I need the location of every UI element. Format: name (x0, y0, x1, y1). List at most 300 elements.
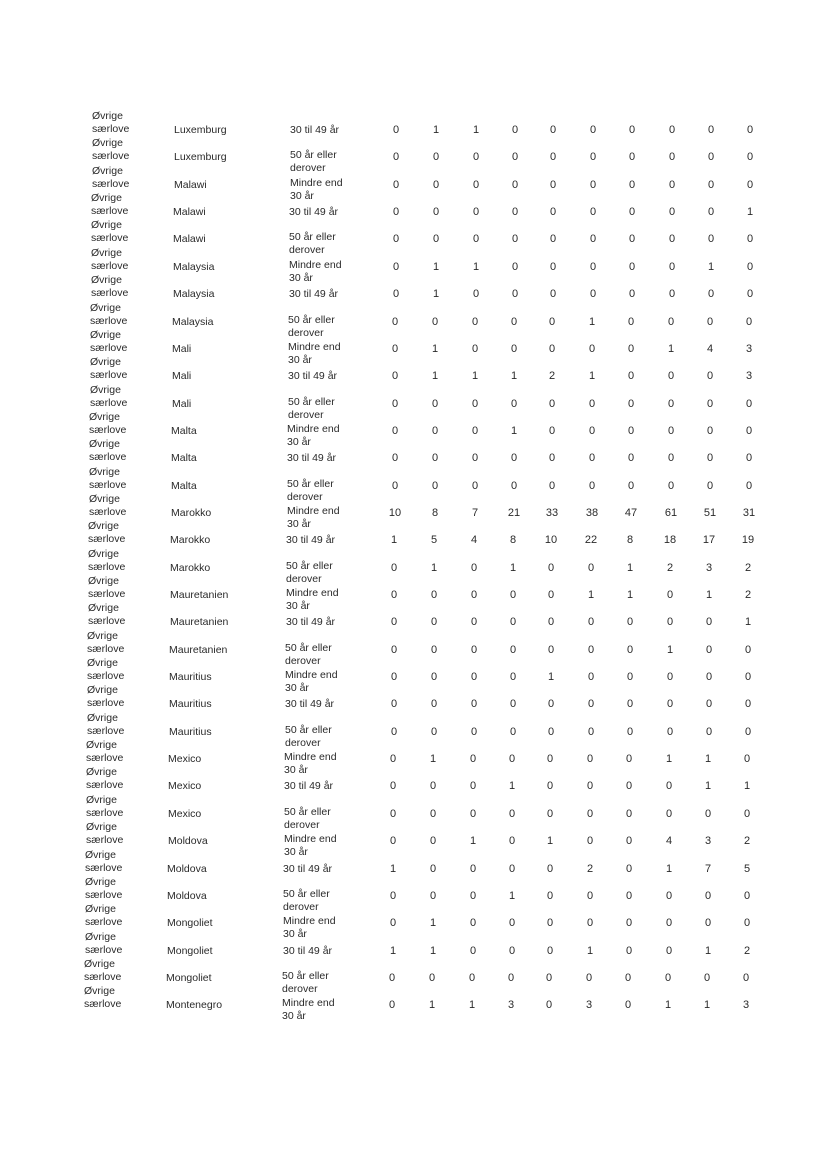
value-cell: 0 (388, 971, 396, 984)
value-cell: 0 (428, 971, 436, 984)
value-cell: 1 (389, 944, 397, 957)
value-cell: 0 (707, 151, 715, 164)
country-cell: Moldova (167, 889, 207, 902)
category-text: særlove (85, 861, 123, 874)
table-row (0, 137, 828, 175)
value-cell: 1 (468, 999, 476, 1012)
value-cell: 0 (389, 835, 397, 848)
value-cell: 0 (745, 315, 753, 328)
category-cell (90, 356, 127, 382)
value-cell: 0 (666, 589, 674, 601)
value-cell: 0 (548, 342, 556, 355)
age-group-text: 50 år eller (284, 805, 331, 818)
value-cell: 0 (587, 698, 595, 711)
age-group-text: Mindre end (288, 340, 341, 353)
value-cell: 0 (705, 643, 713, 656)
value-cell: 0 (668, 206, 676, 219)
country-cell: Malaysia (173, 288, 215, 301)
value-cell: 0 (665, 944, 673, 957)
value-cell: 7 (704, 862, 712, 875)
value-cell: 0 (392, 260, 400, 273)
value-cell: 0 (511, 288, 519, 301)
value-cell: 10 (544, 534, 558, 547)
value-cell: 0 (745, 424, 753, 437)
value-cell: 0 (627, 424, 635, 437)
table-row (0, 684, 828, 712)
value-cell: 0 (509, 671, 517, 683)
category-text: særlove (91, 287, 129, 300)
age-group-text: Mindre end (286, 587, 339, 599)
value-cell: 0 (430, 589, 438, 601)
age-group-cell (285, 698, 334, 711)
value-cell: 1 (588, 315, 596, 328)
table-row (0, 849, 828, 877)
country-cell: Malta (171, 479, 197, 492)
age-group-text: derover (288, 408, 324, 421)
category-text: særlove (86, 779, 124, 792)
category-cell (87, 684, 124, 710)
value-cell: 0 (472, 233, 480, 246)
value-cell: 0 (510, 452, 518, 465)
table-row (0, 629, 828, 667)
value-cell: 3 (704, 835, 712, 848)
value-cell: 0 (549, 233, 557, 246)
value-cell: 0 (625, 835, 633, 848)
value-cell: 0 (707, 233, 715, 246)
table-row (0, 931, 828, 959)
value-cell: 0 (706, 452, 714, 465)
value-cell: 0 (549, 260, 557, 273)
country-cell: Malaysia (172, 315, 214, 328)
category-text: Øvrige (86, 821, 117, 834)
value-cell: 0 (707, 178, 715, 191)
age-group-text: 30 år (282, 1010, 306, 1023)
value-cell: 0 (707, 288, 715, 301)
value-cell: 0 (390, 671, 398, 683)
value-cell: 0 (667, 424, 675, 437)
value-cell: 0 (586, 780, 594, 793)
value-cell: 0 (705, 616, 713, 629)
age-group-text: 30 til 49 år (289, 288, 339, 301)
value-cell: 0 (549, 288, 557, 301)
value-cell: 0 (745, 479, 753, 492)
value-cell: 0 (471, 424, 479, 437)
value-cell: 0 (706, 315, 714, 328)
value-cell: 0 (742, 971, 750, 984)
value-cell: 0 (469, 753, 477, 766)
country-cell: Mauritius (169, 698, 212, 711)
table-row (0, 517, 828, 548)
value-cell: 0 (508, 862, 516, 875)
category-text: særlove (88, 588, 126, 600)
value-cell: 0 (470, 589, 478, 601)
table-row (0, 383, 828, 421)
category-text: særlove (89, 505, 127, 518)
value-cell: 3 (585, 999, 593, 1012)
value-cell: 1 (472, 124, 480, 136)
value-cell: 0 (392, 206, 400, 219)
category-text: Øvrige (85, 903, 116, 916)
age-group-text: derover (285, 736, 321, 749)
value-cell: 1 (704, 944, 712, 957)
age-group-cell (286, 534, 335, 547)
value-cell: 0 (510, 315, 518, 328)
age-group-text: 30 år (287, 435, 311, 448)
age-group-text: derover (288, 326, 324, 339)
value-cell: 0 (706, 424, 714, 437)
value-cell: 1 (665, 862, 673, 875)
age-group-text: 30 til 49 år (286, 534, 336, 547)
value-cell: 0 (745, 452, 753, 465)
value-cell: 0 (470, 725, 478, 738)
value-cell: 0 (429, 835, 437, 848)
age-group-text: 30 til 49 år (290, 124, 340, 136)
value-cell: 1 (704, 780, 712, 793)
age-group-text: 50 år eller (283, 887, 330, 900)
category-text: Øvrige (87, 684, 118, 697)
value-cell: 0 (508, 944, 516, 957)
category-cell (85, 876, 122, 902)
value-cell: 0 (546, 862, 554, 875)
value-cell: 0 (589, 288, 597, 301)
value-cell: 0 (548, 424, 556, 437)
value-cell: 0 (471, 479, 479, 492)
value-cell: 1 (508, 889, 516, 902)
age-group-cell (283, 863, 332, 876)
category-cell (89, 411, 126, 437)
value-cell: 1 (389, 862, 397, 875)
table-row (0, 246, 828, 284)
value-cell: 0 (472, 206, 480, 219)
country-cell: Luxemburg (174, 124, 227, 136)
category-text: særlove (86, 752, 124, 765)
value-cell: 0 (432, 178, 440, 191)
value-cell: 0 (743, 753, 751, 766)
category-cell (88, 575, 125, 601)
age-group-text: derover (283, 900, 319, 913)
category-cell (86, 821, 123, 847)
value-cell: 0 (509, 589, 517, 601)
value-cell: 0 (391, 370, 399, 383)
value-cell: 1 (664, 999, 672, 1012)
value-cell: 0 (626, 671, 634, 683)
category-text: særlove (90, 341, 128, 354)
category-text: Øvrige (92, 164, 123, 177)
category-text: Øvrige (89, 438, 120, 451)
value-cell: 0 (431, 479, 439, 492)
country-cell: Marokko (171, 506, 212, 519)
age-group-text: Mindre end (287, 504, 340, 517)
value-cell: 0 (429, 862, 437, 875)
country-cell: Mexico (168, 753, 202, 766)
age-group-text: 50 år eller (287, 477, 334, 490)
value-cell: 4 (665, 835, 673, 848)
value-cell: 0 (511, 206, 519, 219)
value-cell: 0 (391, 315, 399, 328)
value-cell: 8 (431, 506, 439, 519)
value-cell: 0 (548, 452, 556, 465)
age-group-text: 30 til 49 år (286, 616, 336, 629)
table-row (0, 110, 828, 138)
value-cell: 0 (472, 288, 480, 301)
value-cell: 31 (742, 506, 756, 519)
category-cell (89, 438, 126, 464)
value-cell: 1 (626, 589, 634, 601)
value-cell: 0 (588, 424, 596, 437)
age-group-text: Mindre end (290, 176, 343, 189)
value-cell: 0 (628, 260, 636, 273)
value-cell: 0 (470, 698, 478, 711)
table-row (0, 219, 828, 257)
country-cell: Malawi (174, 178, 207, 191)
value-cell: 0 (625, 944, 633, 957)
value-cell: 0 (390, 561, 398, 574)
category-text: Øvrige (92, 137, 123, 150)
value-cell: 2 (586, 862, 594, 875)
age-group-cell (289, 288, 338, 301)
category-cell (92, 137, 129, 163)
value-cell: 1 (743, 780, 751, 793)
value-cell: 0 (627, 397, 635, 410)
value-cell: 0 (390, 643, 398, 656)
value-cell: 17 (702, 534, 716, 547)
country-cell: Moldova (168, 835, 208, 848)
category-text: Øvrige (90, 383, 121, 396)
category-text: særlove (86, 806, 124, 819)
age-group-text: 30 år (287, 517, 311, 530)
table-row (0, 353, 828, 384)
table-row (0, 408, 828, 448)
value-cell: 0 (546, 917, 554, 930)
age-group-text: derover (286, 572, 322, 585)
category-text: særlove (90, 396, 128, 409)
value-cell: 0 (548, 479, 556, 492)
value-cell: 0 (626, 616, 634, 629)
value-cell: 1 (430, 561, 438, 574)
category-text: særlove (88, 615, 126, 628)
value-cell: 0 (471, 342, 479, 355)
value-cell: 0 (507, 971, 515, 984)
table-row (0, 326, 828, 366)
age-group-text: derover (290, 162, 326, 175)
value-cell: 0 (392, 124, 400, 136)
age-group-cell (290, 124, 339, 137)
category-text: Øvrige (85, 875, 116, 888)
value-cell: 0 (746, 260, 754, 273)
country-cell: Marokko (170, 561, 211, 574)
category-text: særlove (90, 369, 128, 382)
value-cell: 21 (507, 506, 521, 519)
value-cell: 0 (628, 178, 636, 191)
value-cell: 0 (471, 315, 479, 328)
category-cell (89, 466, 126, 492)
value-cell: 0 (390, 725, 398, 738)
value-cell: 0 (431, 315, 439, 328)
value-cell: 51 (703, 506, 717, 519)
value-cell: 0 (545, 999, 553, 1012)
category-text: Øvrige (88, 520, 119, 533)
value-cell: 1 (587, 589, 595, 601)
age-group-text: 50 år eller (285, 723, 332, 736)
value-cell: 0 (703, 971, 711, 984)
category-text: særlove (85, 916, 123, 929)
value-cell: 1 (428, 999, 436, 1012)
category-cell (87, 657, 124, 683)
category-cell (91, 219, 128, 245)
value-cell: 0 (429, 780, 437, 793)
category-text: Øvrige (88, 602, 119, 615)
value-cell: 0 (624, 971, 632, 984)
table-row (0, 189, 828, 220)
value-cell: 0 (746, 151, 754, 164)
age-group-text: 30 år (285, 682, 309, 694)
category-text: Øvrige (89, 465, 120, 478)
value-cell: 0 (667, 397, 675, 410)
value-cell: 1 (469, 835, 477, 848)
value-cell: 0 (626, 643, 634, 656)
category-text: Øvrige (90, 356, 121, 369)
value-cell: 0 (628, 288, 636, 301)
value-cell: 0 (706, 397, 714, 410)
category-text: Øvrige (84, 957, 115, 970)
value-cell: 0 (389, 780, 397, 793)
age-group-text: 50 år eller (286, 559, 333, 572)
category-cell (85, 849, 122, 875)
category-cell (90, 302, 127, 328)
country-cell: Mongoliet (167, 944, 213, 957)
value-cell: 0 (469, 917, 477, 930)
category-text: særlove (87, 642, 125, 655)
value-cell: 1 (432, 260, 440, 273)
category-cell (86, 794, 123, 820)
value-cell: 0 (666, 725, 674, 738)
value-cell: 0 (430, 643, 438, 656)
value-cell: 47 (624, 506, 638, 519)
age-group-text: 30 til 49 år (283, 944, 333, 957)
value-cell: 0 (392, 178, 400, 191)
age-group-text: Mindre end (285, 669, 338, 681)
value-cell: 4 (706, 342, 714, 355)
value-cell: 1 (703, 999, 711, 1012)
age-group-cell (286, 616, 335, 629)
value-cell: 1 (704, 753, 712, 766)
table-row (0, 766, 828, 794)
value-cell: 0 (704, 889, 712, 902)
value-cell: 0 (390, 698, 398, 711)
country-cell: Mali (172, 342, 192, 355)
category-text: særlove (84, 998, 122, 1011)
country-cell: Marokko (170, 534, 211, 547)
category-text: særlove (87, 670, 125, 682)
category-cell (88, 548, 125, 574)
value-cell: 0 (587, 616, 595, 629)
category-text: Øvrige (86, 739, 117, 752)
value-cell: 1 (390, 534, 398, 547)
value-cell: 0 (547, 616, 555, 629)
value-cell: 0 (585, 971, 593, 984)
value-cell: 7 (471, 506, 479, 519)
age-group-text: Mindre end (284, 833, 337, 846)
value-cell: 0 (389, 753, 397, 766)
value-cell: 0 (625, 889, 633, 902)
value-cell: 0 (625, 780, 633, 793)
category-cell (90, 384, 127, 410)
country-cell: Mauretanien (170, 616, 229, 629)
value-cell: 0 (391, 424, 399, 437)
value-cell: 1 (744, 616, 752, 629)
value-cell: 0 (430, 725, 438, 738)
value-cell: 0 (668, 260, 676, 273)
value-cell: 0 (508, 807, 516, 820)
value-cell: 0 (390, 616, 398, 629)
value-cell: 0 (472, 178, 480, 191)
country-cell: Mongoliet (166, 971, 212, 984)
category-cell (84, 985, 121, 1011)
category-text: særlove (91, 205, 129, 218)
age-group-text: 50 år eller (289, 231, 336, 244)
value-cell: 0 (390, 589, 398, 601)
category-text: Øvrige (86, 766, 117, 779)
value-cell: 0 (509, 616, 517, 629)
value-cell: 0 (430, 616, 438, 629)
age-group-text: 30 år (290, 189, 314, 202)
value-cell: 0 (744, 698, 752, 711)
table-row (0, 465, 828, 503)
age-group-text: derover (282, 982, 318, 995)
value-cell: 0 (431, 452, 439, 465)
value-cell: 1 (547, 671, 555, 683)
value-cell: 0 (586, 889, 594, 902)
value-cell: 2 (548, 370, 556, 383)
value-cell: 0 (549, 178, 557, 191)
value-cell: 0 (743, 889, 751, 902)
value-cell: 0 (625, 862, 633, 875)
age-group-text: derover (287, 490, 323, 503)
value-cell: 0 (549, 124, 557, 136)
value-cell: 0 (511, 124, 519, 136)
country-cell: Luxemburg (174, 151, 227, 164)
value-cell: 0 (549, 206, 557, 219)
value-cell: 38 (585, 506, 599, 519)
value-cell: 0 (705, 671, 713, 683)
category-text: Øvrige (91, 192, 122, 205)
value-cell: 0 (469, 944, 477, 957)
value-cell: 0 (665, 807, 673, 820)
value-cell: 0 (746, 233, 754, 246)
value-cell: 0 (628, 151, 636, 164)
table-row (0, 490, 828, 530)
value-cell: 0 (432, 151, 440, 164)
country-cell: Mauritius (169, 671, 212, 683)
value-cell: 0 (510, 397, 518, 410)
country-cell: Mauritius (169, 725, 212, 738)
table-row (0, 271, 828, 302)
value-cell: 5 (743, 862, 751, 875)
table-row (0, 957, 828, 995)
category-text: særlove (85, 888, 123, 901)
table-row (0, 736, 828, 777)
value-cell: 0 (665, 780, 673, 793)
value-cell: 0 (429, 889, 437, 902)
country-cell: Malta (171, 424, 197, 437)
age-group-cell (282, 997, 335, 1023)
value-cell: 0 (743, 917, 751, 930)
value-cell: 1 (429, 753, 437, 766)
value-cell: 0 (546, 944, 554, 957)
value-cell: 0 (546, 753, 554, 766)
table-row (0, 793, 828, 831)
value-cell: 0 (545, 971, 553, 984)
